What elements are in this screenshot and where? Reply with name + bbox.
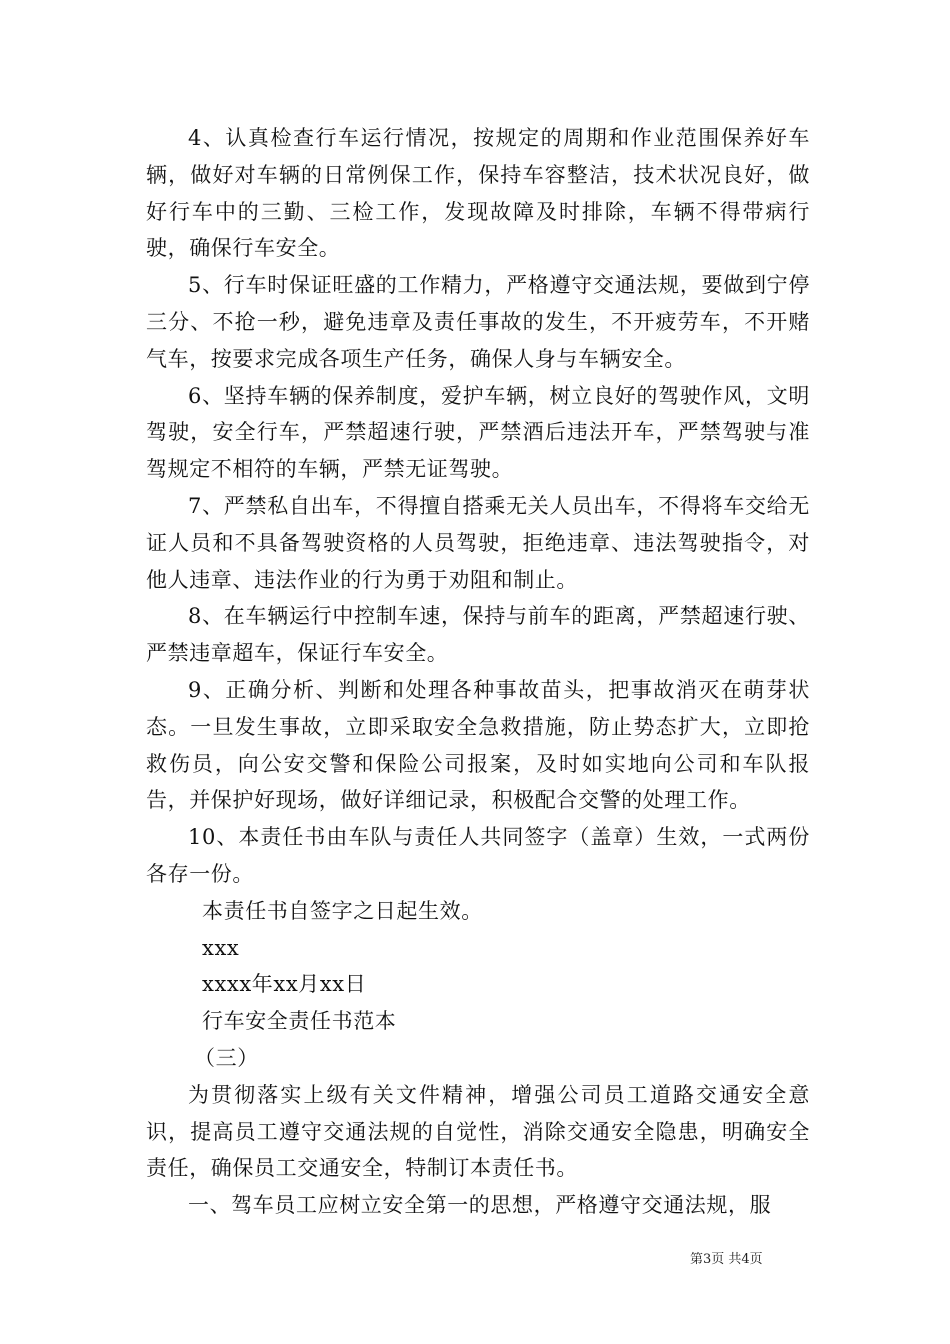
signature-line: xxx (202, 935, 240, 960)
intro-paragraph: 为贯彻落实上级有关文件精神，增强公司员工道路交通安全意识，提高员工遵守交通法规的自觉性，消除交通安全隐患，明确安全责任，确保员工交通安全，特制订本责任书。 (146, 1082, 810, 1181)
clause-9: 9、正确分析、判断和处理各种事故苗头，把事故消灭在萌芽状态。一旦发生事故，立即采取安全急救措施，防止势态扩大，立即抢救伤员，向公安交警和保险公司报案，及时如实地向公司和车队报告，并保护好现场，做好详细记录，积极配合交警的处理工作。 (146, 677, 810, 813)
date-line: xxxx年xx月xx日 (202, 972, 367, 997)
clause-10: 10、本责任书由车队与责任人共同签字（盖章）生效，一式两份各存一份。 (146, 825, 810, 886)
page-footer: 第3页 共4页 (690, 1252, 763, 1267)
clause-5: 5、行车时保证旺盛的工作精力，严格遵守交通法规，要做到宁停三分、不抢一秒，避免违章及责任事故的发生，不开疲劳车，不开赌气车，按要求完成各项生产任务，确保人身与车辆安全。 (146, 273, 810, 371)
clause-4: 4、认真检查行车运行情况，按规定的周期和作业范围保养好车辆，做好对车辆的日常例保工作，保持车容整洁，技术状况良好，做好行车中的三勤、三检工作，发现故障及时排除，车辆不得带病行驶，确保行车安全。 (146, 126, 810, 261)
clause-6: 6、坚持车辆的保养制度，爱护车辆，树立良好的驾驶作风，文明驾驶，安全行车，严禁超速行驶，严禁酒后违法开车，严禁驾驶与准驾规定不相符的车辆，严禁无证驾驶。 (146, 383, 810, 482)
clause-one: 一、驾车员工应树立安全第一的思想，严格遵守交通法规，服 (188, 1193, 772, 1218)
document-body (146, 120, 810, 1224)
clause-7: 7、严禁私自出车，不得擅自搭乘无关人员出车，不得将车交给无证人员和不具备驾驶资格的人员驾驶，拒绝违章、违法驾驶指令，对他人违章、违法作业的行为勇于劝阻和制止。 (146, 493, 810, 592)
section-title: 行车安全责任书范本 (202, 1009, 397, 1034)
section-number: （三） (194, 1045, 259, 1070)
effective-note: 本责任书自签字之日起生效。 (202, 898, 483, 923)
clause-8: 8、在车辆运行中控制车速，保持与前车的距离，严禁超速行驶、严禁违章超车，保证行车安全。 (146, 604, 810, 666)
